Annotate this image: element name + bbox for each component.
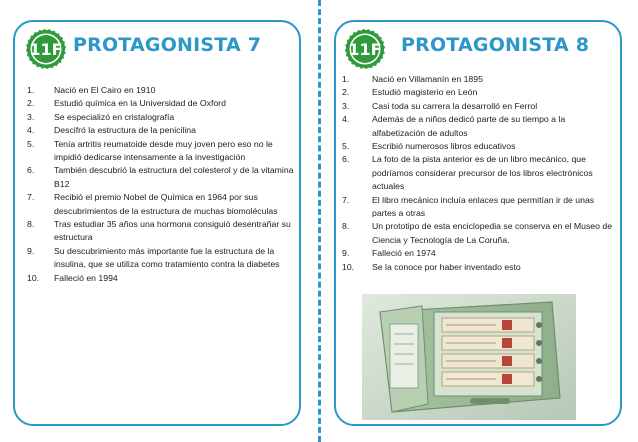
card-title: PROTAGONISTA 7: [73, 34, 262, 56]
list-item: 2. Estudió química en la Universidad de Oxford: [27, 98, 226, 109]
facts-list: [342, 73, 620, 274]
list-item: 10. Falleció en 1994: [27, 272, 118, 283]
list-item: 4. Además de a niños dedicó parte de su tiempo a la alfabetización de adultos: [342, 114, 566, 138]
list-item: 7. Recibió el premio Nobel de Química en 1964 por sus descubrimientos de la estructura de muchas biomoléculas: [27, 192, 278, 216]
list-item: 5. Escribió numerosos libros educativos: [342, 141, 516, 152]
11f-logo-icon: [344, 28, 386, 70]
11f-logo-icon: [25, 28, 67, 70]
list-item: 1. Nació en Villamanín en 1895: [342, 74, 483, 84]
list-item: 5. Tenía artritis reumatoide desde muy joven pero eso no le impidió dedicarse intensamente a la investigación: [27, 138, 273, 163]
card-title: PROTAGONISTA 8: [401, 34, 590, 56]
list-item: 9. Su descubrimiento más importante fue la estructura de la insulina, que se utiliza como tratamiento contra la diabetes: [27, 245, 280, 270]
list-item: 9. Falleció en 1974: [342, 248, 436, 259]
list-item: 3. Casi toda su carrera la desarrolló en Ferrol: [342, 100, 538, 111]
list-item: 10. Se la conoce por haber inventado esto: [342, 261, 521, 272]
card-protagonista-7: [13, 20, 301, 426]
facts-list: [27, 84, 299, 285]
card-protagonista-8: [334, 20, 622, 426]
logo-text: 11F: [29, 40, 63, 59]
list-item: 8. Un prototipo de esta enciclopedia se conserva en el Museo de Ciencia y Tecnología de La Coruña.: [342, 221, 613, 245]
mechanical-encyclopedia-photo: [362, 294, 576, 420]
list-item: 4. Descifró la estructura de la penicilina: [27, 125, 196, 136]
list-item: 6. La foto de la pista anterior es de un libro mecánico, que podríamos considerar precursor de los libros electrónicos actuales: [342, 154, 593, 192]
list-item: 2. Estudió magisterio en León: [342, 87, 478, 98]
list-item: 8. Tras estudiar 35 años una hormona consiguió desentrañar su estructura: [27, 219, 291, 243]
logo-text: 11F: [348, 40, 382, 59]
list-item: 6. También descubrió la estructura del colesterol y de la vitamina B12: [27, 165, 294, 189]
list-item: 7. El libro mecánico incluía enlaces que permitían ir de unas partes a otras: [342, 194, 595, 219]
list-item: 1. Nació en El Cairo en 1910: [27, 85, 156, 95]
list-item: 3. Se especializó en cristalografía: [27, 111, 175, 122]
dashed-divider: [318, 0, 321, 442]
